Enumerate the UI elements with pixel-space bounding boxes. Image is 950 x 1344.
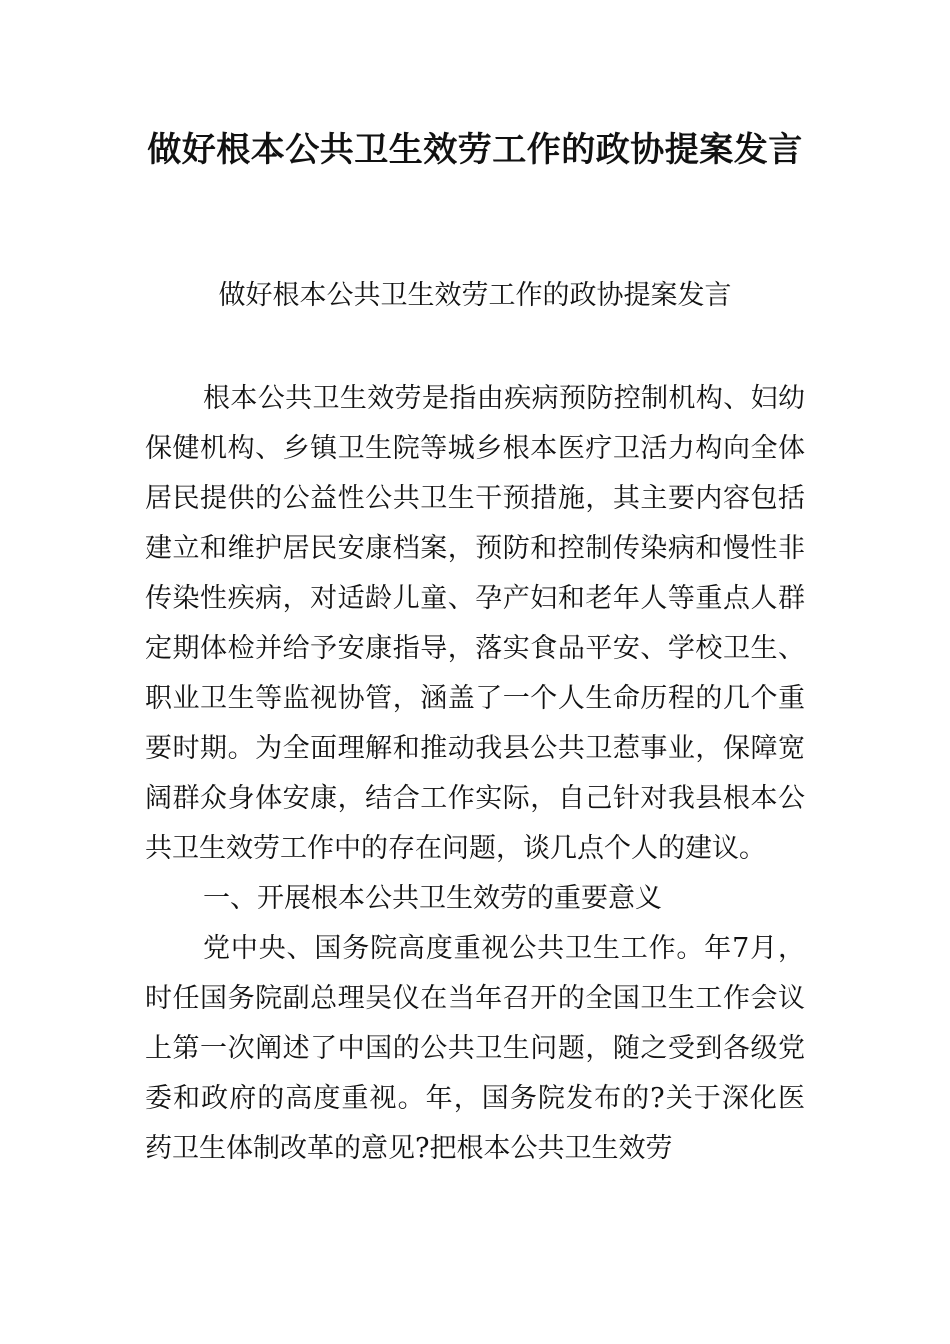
paragraph-section-1: 党中央、国务院高度重视公共卫生工作。年7月，时任国务院副总理吴仪在当年召开的全国卫生工作会议上第一次阐述了中国的公共卫生问题，随之受到各级党委和政府的高度重视。年，国务院发布的?关于深化医药卫生体制改革的意见?把根本公共卫生效劳 — [145, 933, 805, 1164]
section-heading-1: 一、开展根本公共卫生效劳的重要意义 — [203, 883, 662, 914]
document-title: 做好根本公共卫生效劳工作的政协提案发言 — [147, 130, 803, 170]
paragraph-intro: 根本公共卫生效劳是指由疾病预防控制机构、妇幼保健机构、乡镇卫生院等城乡根本医疗卫活力构向全体居民提供的公益性公共卫生干预措施，其主要内容包括建立和维护居民安康档案，预防和控制传染病和慢性非传染性疾病，对适龄儿童、孕产妇和老年人等重点人群定期体检并给予安康指导，落实食品平安、学校卫生、职业卫生等监视协管，涵盖了一个人生命历程的几个重要时期。为全面理解和推动我县公共卫惹事业，保障宽阔群众身体安康，结合工作实际，自己针对我县根本公共卫生效劳工作中的存在问题，谈几点个人的建议。 — [145, 383, 805, 864]
document-subtitle: 做好根本公共卫生效劳工作的政协提案发言 — [218, 280, 732, 311]
document-body — [145, 374, 805, 1174]
